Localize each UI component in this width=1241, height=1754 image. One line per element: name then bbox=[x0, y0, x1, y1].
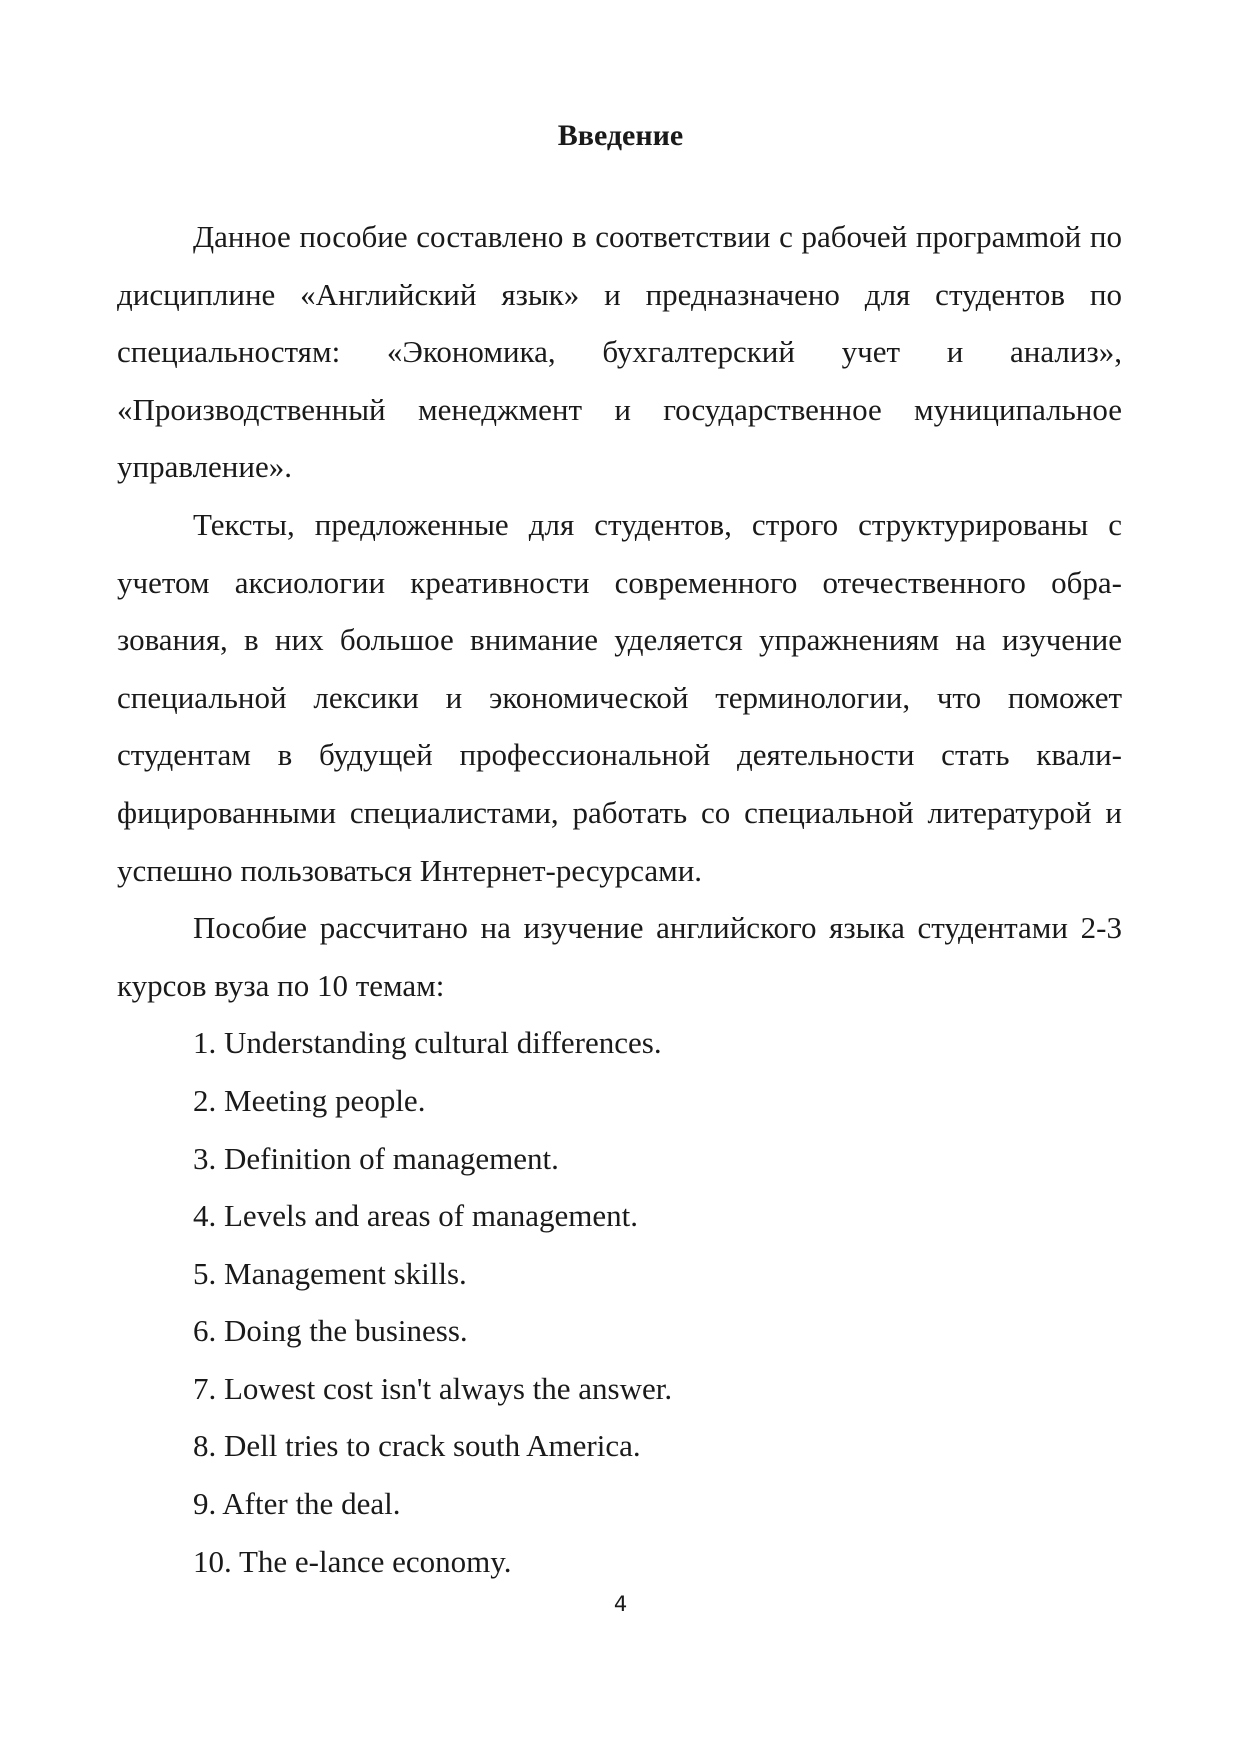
paragraph-1: Данное пособие составлено в соответствии с рабочей програмmой по дисциплине «Английский язык» и предназначено для студентов по специальностям: «Экономика, бухгалтерский учет и анализ», «Производственный менеджмент и государственное муниципальное управление». bbox=[117, 219, 1122, 485]
topic-list bbox=[117, 1014, 1122, 1590]
paragraph-2: Тексты, предложенные для студентов, строго структурированы с учетом аксиологии креативности современного отечественного образования, в них большое внимание уделяется упражнениям на изучение специальной лексики и экономической терминологии, что поможет студентам в будущей профессиональной деятельности стать квалифицированными специалистами, работать со специальной литературой и успешно пользоваться Интернет-ресурсами. bbox=[117, 506, 1122, 888]
topic-item: 2. Meeting people. bbox=[193, 1082, 426, 1118]
topic-item: 9. After the deal. bbox=[193, 1486, 401, 1522]
topic-item: 10. The e-lance economy. bbox=[193, 1543, 512, 1579]
paragraph-3: Пособие рассчитано на изучение английского языка студентами 2-3 курсов вуза по 10 темам: bbox=[117, 910, 1122, 1003]
page-title: Введение bbox=[557, 119, 684, 152]
topic-item: 8. Dell tries to crack south America. bbox=[193, 1428, 641, 1464]
topic-item: 7. Lowest cost isn't always the answer. bbox=[193, 1370, 673, 1406]
page-number: 4 bbox=[613, 1592, 628, 1616]
document-body bbox=[117, 208, 1122, 1590]
topic-item: 5. Management skills. bbox=[193, 1255, 467, 1291]
topic-item: 1. Understanding cultural differences. bbox=[193, 1025, 662, 1061]
topic-item: 6. Doing the business. bbox=[193, 1313, 468, 1349]
topic-item: 3. Definition of management. bbox=[193, 1140, 559, 1176]
topic-item: 4. Levels and areas of management. bbox=[193, 1198, 639, 1234]
